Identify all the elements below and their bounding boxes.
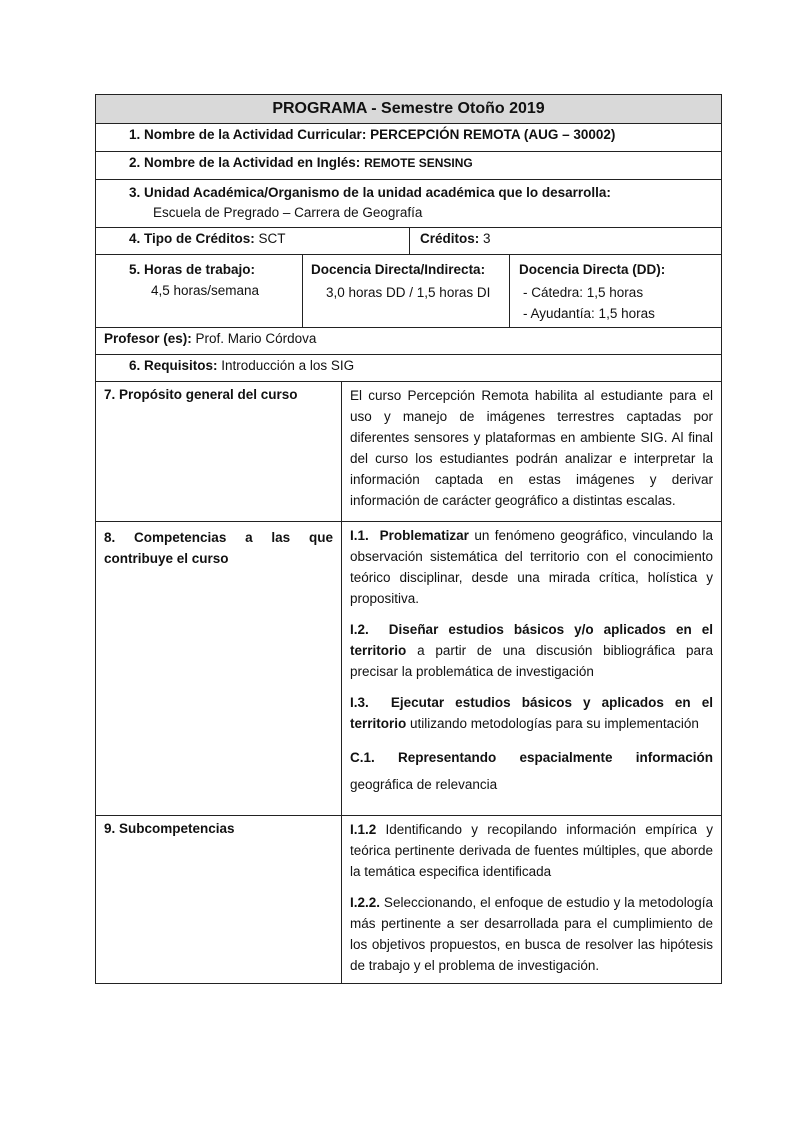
purpose-row <box>96 381 721 521</box>
competencies-row <box>96 521 721 815</box>
competency-title: Diseñar estudios básicos y/o aplicados en el territorio <box>350 622 713 658</box>
direct-indirect-label: Docencia Directa/Indirecta: <box>311 262 486 277</box>
credits-label: Créditos: <box>420 231 480 246</box>
label-word: Competencias <box>134 530 227 545</box>
requirements-value: Introducción a los SIG <box>221 358 355 373</box>
competency-text: geográfica de relevancia <box>350 777 498 792</box>
english-name-value: REMOTE SENSING <box>364 156 473 170</box>
professor-row <box>96 327 721 354</box>
assistantship-hours: - Ayudantía: 1,5 horas <box>523 306 655 321</box>
competency-title: C.1. Representando espacialmente información <box>350 750 713 765</box>
credit-type-value: SCT <box>258 231 286 246</box>
work-hours-row <box>96 254 721 327</box>
label-word: 8. <box>104 530 116 545</box>
purpose-text: El curso Percepción Remota habilita al estudiante para el uso y manejo de imágenes terrestres captadas por diferentes sensores y plataformas en ambiente SIG. Al final del curso los estudiantes podrán analizar e interpretar la información captada en estas imágenes y derivar información de carácter geográfico a distintas escalas. <box>341 382 721 521</box>
competency-text: un fenómeno geográfico, vinculando la observación sistemática del territorio con el conocimiento teórico disciplinar, desde una mirada crítica, holística y propositiva. <box>350 528 713 606</box>
competency-title: Problematizar <box>379 528 469 543</box>
academic-unit-label: 3. Unidad Académica/Organismo de la unidad académica que lo desarrolla: <box>129 185 611 200</box>
label-word: que <box>308 530 333 545</box>
lecture-hours: - Cátedra: 1,5 horas <box>523 285 644 300</box>
direct-indirect-value: 3,0 horas DD / 1,5 horas DI <box>326 285 491 300</box>
activity-name-row <box>96 123 721 151</box>
subcompetencies-row <box>96 815 721 983</box>
program-title: PROGRAMA - Semestre Otoño 2019 <box>96 95 721 123</box>
label-word: las <box>271 530 291 545</box>
requirements-row <box>96 354 721 381</box>
english-name-row <box>96 151 721 179</box>
direct-teaching-label: Docencia Directa (DD): <box>519 262 666 277</box>
english-name-label: 2. Nombre de la Actividad en Inglés: <box>129 155 361 170</box>
competency-c1 <box>350 744 713 798</box>
competency-title: Ejecutar estudios básicos y aplicados en el territorio <box>350 695 713 731</box>
activity-name-value: PERCEPCIÓN REMOTA (AUG – 30002) <box>370 127 616 142</box>
competency-code: I.2. <box>350 622 369 637</box>
competency-text: a partir de una discusión bibliográfica para precisar la problemática de investigación <box>350 643 713 679</box>
competency-code: I.3. <box>350 695 369 710</box>
program-table <box>95 94 722 984</box>
label-word: a <box>245 530 253 545</box>
competency-code: I.1. <box>350 528 369 543</box>
subcompetency-i22 <box>350 892 713 976</box>
credits-row <box>96 227 721 254</box>
academic-unit-row <box>96 179 721 227</box>
activity-name-label: 1. Nombre de la Actividad Curricular: <box>129 127 367 142</box>
competency-i1 <box>350 525 713 609</box>
work-hours-value: 4,5 horas/semana <box>151 283 260 298</box>
credit-type-label: 4. Tipo de Créditos: <box>129 231 255 246</box>
subcompetency-code: I.1.2 <box>350 822 377 837</box>
academic-unit-value: Escuela de Pregrado – Carrera de Geografía <box>153 205 423 220</box>
work-hours-label: 5. Horas de trabajo: <box>129 262 256 277</box>
professor-value: Prof. Mario Córdova <box>195 331 317 346</box>
subcompetency-text: Seleccionando, el enfoque de estudio y la metodología más pertinente a ser desarrollada para el cumplimiento de los objetivos propuestos, en busca de resolver las hipótesis de trabajo y el problema de investigación. <box>350 895 713 973</box>
subcompetency-i12 <box>350 819 713 882</box>
subcompetencies-label: 9. Subcompetencias <box>104 821 235 836</box>
purpose-label: 7. Propósito general del curso <box>104 387 298 402</box>
credits-value: 3 <box>483 231 491 246</box>
requirements-label: 6. Requisitos: <box>129 358 218 373</box>
subcompetency-code: I.2.2. <box>350 895 381 910</box>
competency-i2 <box>350 619 713 682</box>
professor-label: Profesor (es): <box>104 331 192 346</box>
competencies-label-line2: contribuye el curso <box>104 551 229 566</box>
subcompetency-text: Identificando y recopilando información empírica y teórica pertinente derivada de fuentes múltiples, que aborde la temática especifica identificada <box>350 822 713 879</box>
competencies-label <box>104 527 333 548</box>
competency-i3 <box>350 692 713 734</box>
competency-text: utilizando metodologías para su implementación <box>406 716 699 731</box>
